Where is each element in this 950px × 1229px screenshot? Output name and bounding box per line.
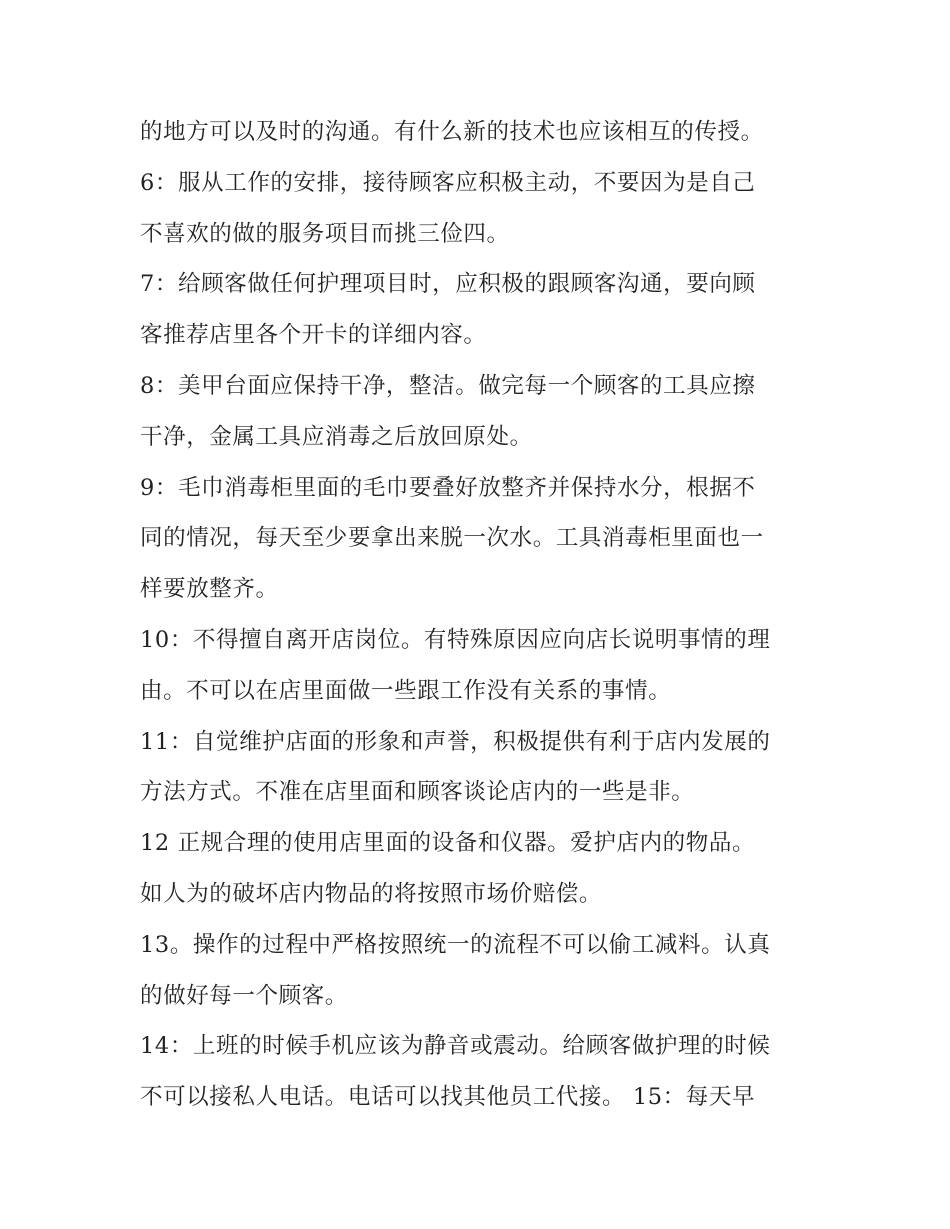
text-line: 客推荐店里各个开卡的详细内容。	[140, 322, 487, 349]
text-line: 不可以接私人电话。电话可以找其他员工代接。 15：每天早	[140, 1084, 756, 1111]
text-line: 如人为的破坏店内物品的将按照市场价赔偿。	[140, 880, 603, 907]
text-line: 不喜欢的做的服务项目而挑三俭四。	[140, 220, 510, 247]
text-line: 9：毛巾消毒柜里面的毛巾要叠好放整齐并保持水分，根据不	[140, 474, 756, 501]
text-line: 12 正规合理的使用店里面的设备和仪器。爱护店内的物品。	[140, 830, 756, 857]
text-line: 11：自觉维护店面的形象和声誉，积极提供有利于店内发展的	[140, 728, 771, 755]
text-line: 干净，金属工具应消毒之后放回原处。	[140, 423, 533, 450]
text-line: 13。操作的过程中严格按照统一的流程不可以偷工减料。认真	[140, 931, 771, 958]
text-line: 的地方可以及时的沟通。有什么新的技术也应该相互的传授。	[140, 119, 764, 145]
text-line: 样要放整齐。	[140, 576, 279, 603]
text-line: 14：上班的时候手机应该为静音或震动。给顾客做护理的时候	[140, 1033, 771, 1060]
text-line: 由。不可以在店里面做一些跟工作没有关系的事情。	[140, 677, 672, 704]
text-line: 同的情况，每天至少要拿出来脱一次水。工具消毒柜里面也一	[140, 525, 764, 552]
document-body	[140, 107, 830, 1123]
text-line: 6：服从工作的安排，接待顾客应积极主动，不要因为是自己	[140, 169, 756, 196]
text-line: 方法方式。不准在店里面和顾客谈论店内的一些是非。	[140, 779, 695, 806]
text-line: 10：不得擅自离开店岗位。有特殊原因应向店长说明事情的理	[140, 626, 771, 653]
text-line: 的做好每一个顾客。	[140, 982, 348, 1009]
text-line: 8：美甲台面应保持干净，整洁。做完每一个顾客的工具应擦	[140, 372, 756, 399]
text-line: 7：给顾客做任何护理项目时，应积极的跟顾客沟通，要向顾	[140, 271, 756, 298]
